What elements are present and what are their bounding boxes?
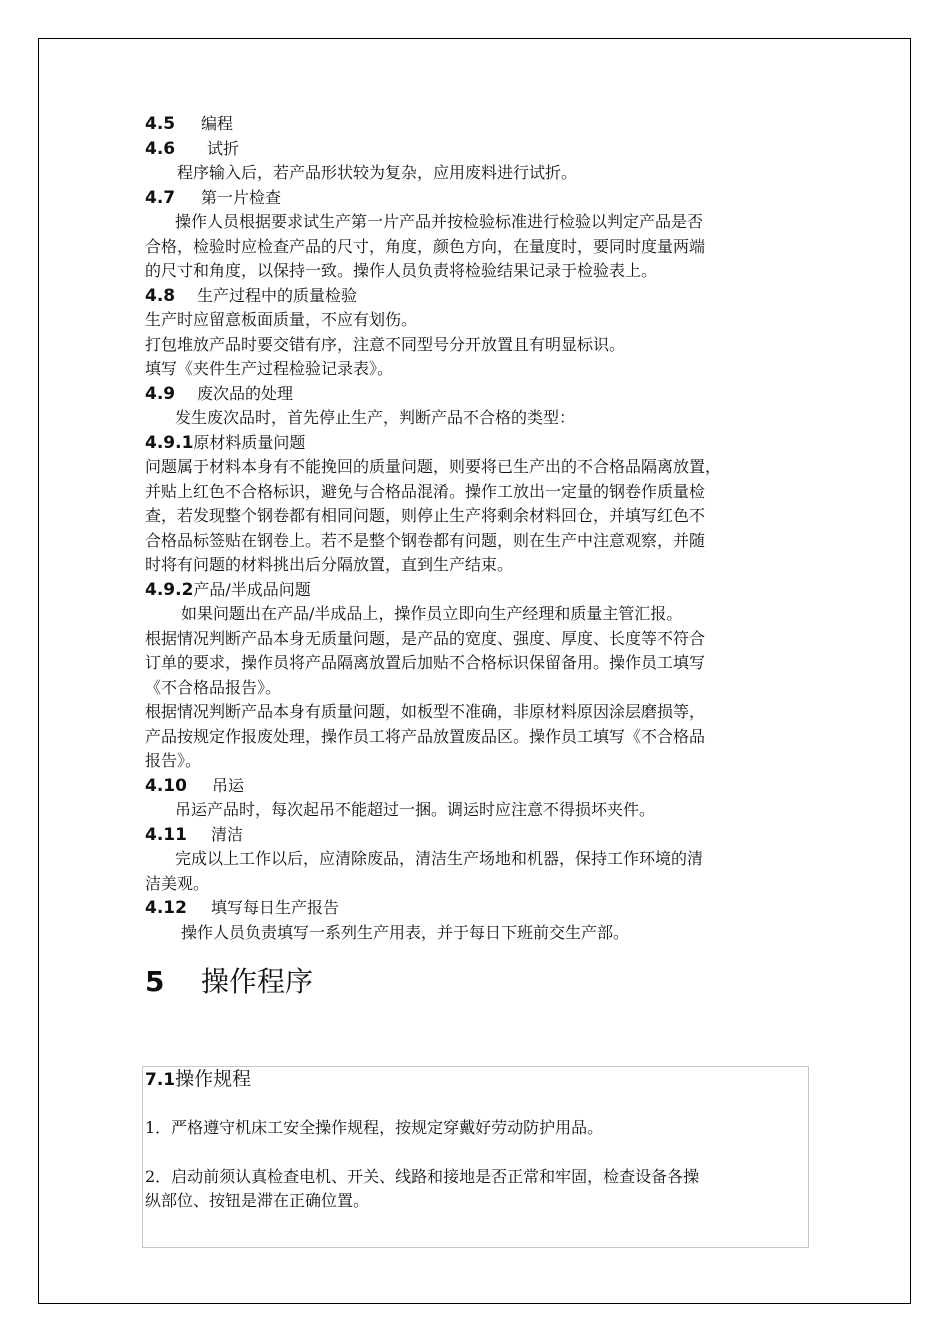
procedure-item-2-line: 纵部位、按钮是滞在正确位置。 bbox=[145, 1191, 370, 1210]
heading-4-7 bbox=[145, 186, 817, 211]
heading-number: 4.5 bbox=[145, 114, 176, 134]
heading-title: 试折 bbox=[207, 138, 240, 158]
procedure-item-1: 1．严格遵守机床工安全操作规程，按规定穿戴好劳动防护用品。 bbox=[145, 1118, 604, 1137]
paragraph-line: 产品按规定作报废处理，操作员工将产品放置废品区。操作员工填写《不合格品 bbox=[145, 726, 706, 746]
heading-number: 4.9 bbox=[145, 383, 176, 404]
box-title bbox=[145, 1067, 806, 1092]
heading-title: 产品/半成品问题 bbox=[193, 579, 311, 599]
heading-4-5 bbox=[145, 112, 817, 137]
paragraph-line: 根据情况判断产品本身有质量问题，如板型不准确，非原材料原因涂层磨损等， bbox=[145, 702, 706, 721]
procedure-item-2-line: 2．启动前须认真检查电机、开关、线路和接地是否正常和牢固，检查设备各操 bbox=[145, 1166, 700, 1186]
procedure-box bbox=[142, 1066, 809, 1248]
paragraph-line: 如果问题出在产品/半成品上，操作员立即向生产经理和质量主管汇报。 bbox=[181, 604, 683, 623]
heading-5 bbox=[145, 959, 817, 1005]
heading-number: 4.6 bbox=[145, 138, 176, 159]
paragraph-line: 时将有问题的材料挑出后分隔放置，直到生产结束。 bbox=[145, 555, 514, 574]
paragraph-line: 根据情况判断产品本身无质量问题，是产品的宽度、强度、厚度、长度等不符合 bbox=[145, 628, 706, 648]
heading-4-9-1 bbox=[145, 431, 817, 456]
box-title-number: 7.1 bbox=[145, 1070, 176, 1090]
box-title-text: 操作规程 bbox=[175, 1068, 252, 1090]
paragraph-line: 打包堆放产品时要交错有序，注意不同型号分开放置且有明显标识。 bbox=[145, 334, 626, 354]
heading-number: 5 bbox=[145, 965, 165, 998]
paragraph-line: 洁美观。 bbox=[145, 873, 210, 893]
heading-number: 4.12 bbox=[145, 898, 187, 918]
paragraph-line: 操作人员根据要求试生产第一片产品并按检验标准进行检验以判定产品是否 bbox=[175, 212, 704, 231]
paragraph: 操作人员负责填写一系列生产用表，并于每日下班前交生产部。 bbox=[181, 922, 630, 942]
heading-4-12 bbox=[145, 896, 817, 921]
heading-4-9 bbox=[145, 382, 817, 407]
heading-number: 4.7 bbox=[145, 187, 176, 208]
heading-title: 原材料质量问题 bbox=[193, 432, 306, 452]
paragraph-line: 完成以上工作以后，应清除废品，清洁生产场地和机器，保持工作环境的清 bbox=[175, 849, 704, 868]
heading-title: 废次品的处理 bbox=[197, 383, 294, 403]
paragraph-line: 《不合格品报告》。 bbox=[145, 677, 282, 697]
paragraph-line: 的尺寸和角度，以保持一致。操作人员负责将检验结果记录于检验表上。 bbox=[145, 261, 658, 280]
heading-title: 清洁 bbox=[211, 824, 244, 844]
heading-4-6 bbox=[145, 137, 817, 162]
paragraph-line: 填写《夹件生产过程检验记录表》。 bbox=[145, 359, 394, 378]
paragraph-line: 并贴上红色不合格标识，避免与合格品混淆。操作工放出一定量的钢卷作质量检 bbox=[145, 481, 706, 501]
heading-4-8 bbox=[145, 284, 817, 309]
heading-number: 4.9.2 bbox=[145, 579, 194, 600]
heading-number: 4.9.1 bbox=[145, 432, 194, 453]
paragraph: 程序输入后，若产品形状较为复杂，应用废料进行试折。 bbox=[177, 163, 578, 182]
heading-title: 第一片检查 bbox=[201, 187, 282, 207]
heading-title: 操作程序 bbox=[201, 965, 314, 998]
paragraph-line: 生产时应留意板面质量，不应有划伤。 bbox=[145, 310, 418, 329]
heading-4-11 bbox=[145, 823, 817, 848]
heading-4-10 bbox=[145, 774, 817, 799]
heading-title: 编程 bbox=[201, 114, 234, 133]
heading-number: 4.11 bbox=[145, 824, 187, 845]
paragraph-line: 合格，检验时应检查产品的尺寸，角度，颜色方向，在量度时，要同时度量两端 bbox=[145, 236, 706, 256]
paragraph: 吊运产品时，每次起吊不能超过一捆。调运时应注意不得损坏夹件。 bbox=[175, 800, 656, 819]
paragraph-line: 问题属于材料本身有不能挽回的质量问题，则要将已生产出的不合格品隔离放置， bbox=[145, 457, 722, 476]
heading-4-9-2 bbox=[145, 578, 817, 603]
document-body bbox=[145, 112, 817, 1005]
heading-number: 4.8 bbox=[145, 285, 176, 306]
paragraph-line: 报告》。 bbox=[145, 751, 202, 770]
heading-title: 吊运 bbox=[212, 775, 245, 795]
heading-number: 4.10 bbox=[145, 775, 187, 796]
paragraph: 发生废次品时，首先停止生产，判断产品不合格的类型： bbox=[175, 408, 576, 427]
heading-title: 生产过程中的质量检验 bbox=[197, 285, 358, 305]
heading-title: 填写每日生产报告 bbox=[211, 898, 340, 917]
paragraph-line: 订单的要求，操作员将产品隔离放置后加贴不合格标识保留备用。操作员工填写 bbox=[145, 653, 706, 672]
paragraph-line: 查，若发现整个钢卷都有相同问题，则停止生产将剩余材料回仓，并填写红色不 bbox=[145, 506, 706, 525]
paragraph-line: 合格品标签贴在钢卷上。若不是整个钢卷都有问题，则在生产中注意观察，并随 bbox=[145, 530, 706, 550]
